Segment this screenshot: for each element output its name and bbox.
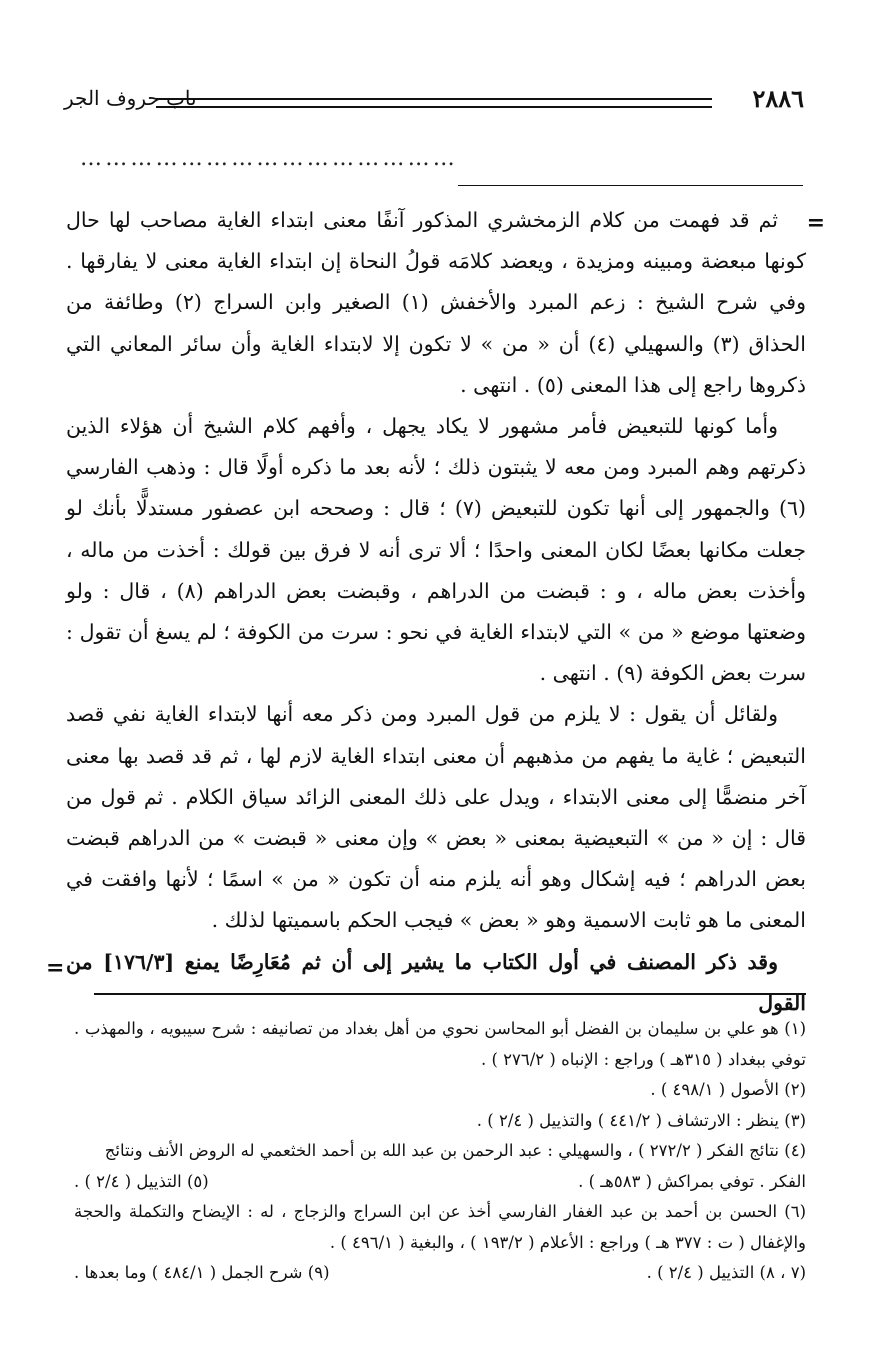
footnotes <box>74 1014 806 1289</box>
footnote: (٢) الأصول ( ٤٩٨/١ ) . <box>650 1080 806 1099</box>
continuation-mark-bottom: = <box>46 955 65 981</box>
chapter-title: باب حروف الجر <box>64 86 197 110</box>
continuation-rule <box>458 185 803 186</box>
continuation-mark-top: = <box>806 210 825 236</box>
footnote: (٩) شرح الجمل ( ٤٨٤/١ ) وما بعدها . <box>74 1263 330 1282</box>
paragraph-continuing: وقد ذكر المصنف في أول الكتاب ما يشير إلى أن ثم مُعَارِضًا يمنع [١٧٦/٣] من القول <box>66 949 806 1015</box>
page-header <box>64 84 804 118</box>
header-double-rule <box>156 98 712 108</box>
footnote: (٧ ، ٨) التذييل ( ٢/٤ ) . <box>646 1263 806 1282</box>
main-text <box>66 200 806 1024</box>
paragraph: ثم قد فهمت من كلام الزمخشري المذكور آنفًا معنى ابتداء الغاية مصاحب لها حال كونها مبعضة ومبينه ومزيدة ، ويعضد كلامَه قولُ النحاة إن ابتداء الغاية معنى لا يفارقها . وفي شرح الشيخ : زعم المبرد والأخفش (١) الصغير وابن السراج (٢) وطائفة من الحذاق (٣) والسهيلي (٤) أن « من » لا تكون إلا لابتداء الغاية وأن سائر المعاني التي ذكروها راجع إلى هذا المعنى (٥) . انتهى . <box>66 208 806 397</box>
paragraph: وأما كونها للتبعيض فأمر مشهور لا يكاد يجهل ، وأفهم كلام الشيخ أن هؤلاء الذين ذكرتهم وهم المبرد ومن معه لا يثبتون ذلك ؛ لأنه بعد ما ذكره أولًا قال : وذهب الفارسي (٦) والجمهور إلى أنها تكون للتبعيض (٧) ؛ قال : وصححه ابن عصفور مستدلًّا بأنك لو جعلت مكانها بعضًا لكان المعنى واحدًا ؛ ألا ترى أنه لا فرق بين قولك : أخذت من ماله ، وأخذت بعض ماله ، و : قبضت من الدراهم ، وقبضت بعض الدراهم (٨) ، قال : ولو وضعتها موضع « من » التي لابتداء الغاية في نحو : سرت من الكوفة ؛ لم يسغ أن تقول : سرت بعض الكوفة (٩) . انتهى . <box>66 414 807 686</box>
footnote: (١) هو علي بن سليمان بن الفضل أبو المحاسن نحوي من أهل بغداد من تصانيفه : شرح سيبويه ، والمهذب . توفي ببغداد ( ٣١٥هـ ) وراجع : الإنباه ( ٢٧٦/٢ ) . <box>74 1019 806 1069</box>
footnote-row <box>74 1258 806 1289</box>
page-number: ٢٨٨٦ <box>752 84 804 113</box>
footnote-rule <box>94 993 806 995</box>
dotted-separator: ……………………………………… <box>80 146 458 171</box>
paragraph: ولقائل أن يقول : لا يلزم من قول المبرد ومن ذكر معه أنها لابتداء الغاية نفي قصد التبعيض ؛ غاية ما يفهم من مذهبهم أن معنى ابتداء الغاية لازم لها ، ثم قد قصد بها معنى آخر منضمًّا إلى معنى الابتداء ، ويدل على ذلك المعنى الزائد سياق الكلام . ثم قول من قال : إن « من » التبعيضية بمعنى « بعض » وإن معنى « قبضت » من الدراهم قبضت بعض الدراهم ؛ فيه إشكال وهو أنه يلزم منه أن تكون « من » اسمًا ؛ لأنها وافقت في المعنى ما هو ثابت الاسمية وهو « بعض » فيجب الحكم باسميتها لذلك . <box>66 702 806 933</box>
footnote: (٥) التذييل ( ٢/٤ ) . <box>74 1171 209 1191</box>
footnote: (٣) ينظر : الارتشاف ( ٤٤١/٢ ) والتذييل ( ٢/٤ ) . <box>476 1110 806 1130</box>
footnote: (٦) الحسن بن أحمد بن عبد الغفار الفارسي أخذ عن ابن السراج والزجاج ، له : الإيضاح والتكملة والحجة والإغفال ( ت : ٣٧٧ هـ ) وراجع : الأعلام ( ١٩٣/٢ ) ، والبغية ( ٤٩٦/١ ) . <box>74 1202 806 1252</box>
footnote: (٤) نتائج الفكر ( ٢٧٢/٢ ) ، والسهيلي : عبد الرحمن بن عبد الله بن أحمد الخثعمي له الروض الأنف ونتائج الفكر . توفي بمراكش ( ٥٨٣هـ ) . <box>104 1141 806 1191</box>
